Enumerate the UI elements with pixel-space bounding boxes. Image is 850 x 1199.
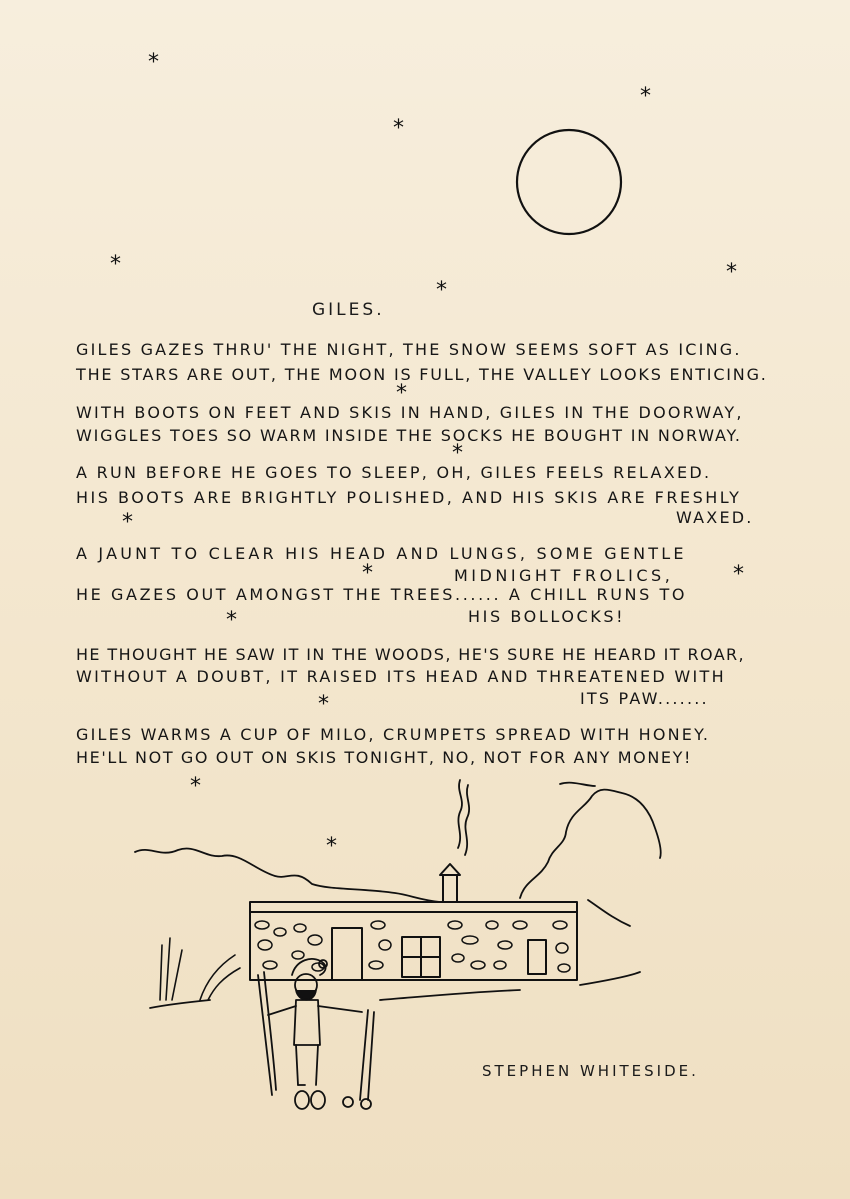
star-icon: * xyxy=(436,278,447,303)
poem-line: WIGGLES TOES SO WARM INSIDE THE SOCKS HE BOUGHT IN NORWAY. xyxy=(76,426,742,445)
star-icon: * xyxy=(452,441,463,466)
poem-line: THE STARS ARE OUT, THE MOON IS FULL, THE VALLEY LOOKS ENTICING. xyxy=(76,365,768,384)
star-icon: * xyxy=(110,252,121,277)
star-icon: * xyxy=(362,561,373,586)
poem-line: HE THOUGHT HE SAW IT IN THE WOODS, HE'S SURE HE HEARD IT ROAR, xyxy=(76,645,746,664)
star-icon: * xyxy=(733,562,744,587)
poem-line: HE GAZES OUT AMONGST THE TREES...... A CHILL RUNS TO xyxy=(76,585,688,604)
poem-line: HIS BOLLOCKS! xyxy=(468,607,626,626)
poem-line: A JAUNT TO CLEAR HIS HEAD AND LUNGS, SOME GENTLE xyxy=(76,544,687,563)
poem-line: WAXED. xyxy=(676,508,754,527)
poem-line: GILES GAZES THRU' THE NIGHT, THE SNOW SEEMS SOFT AS ICING. xyxy=(76,340,742,359)
star-icon: * xyxy=(393,116,404,141)
star-icon: * xyxy=(396,381,407,406)
star-icon: * xyxy=(326,834,337,859)
poem-line: GILES WARMS A CUP OF MILO, CRUMPETS SPREAD WITH HONEY. xyxy=(76,725,711,744)
signature: STEPHEN WHITESIDE. xyxy=(482,1062,699,1080)
star-icon: * xyxy=(318,692,329,717)
star-icon: * xyxy=(226,608,237,633)
star-icon: * xyxy=(726,260,737,285)
star-icon: * xyxy=(640,84,651,109)
smoke-drawing xyxy=(458,780,469,855)
moon-icon xyxy=(517,130,621,234)
poem-line: HIS BOOTS ARE BRIGHTLY POLISHED, AND HIS SKIS ARE FRESHLY xyxy=(76,488,742,507)
star-icon: * xyxy=(122,510,133,535)
bush-drawing xyxy=(160,938,240,1000)
poem-line: ITS PAW....... xyxy=(580,689,709,708)
poem-line: A RUN BEFORE HE GOES TO SLEEP, OH, GILES FEELS RELAXED. xyxy=(76,463,712,482)
poem-line: WITH BOOTS ON FEET AND SKIS IN HAND, GILES IN THE DOORWAY, xyxy=(76,403,744,422)
poem-line: WITHOUT A DOUBT, IT RAISED ITS HEAD AND THREATENED WITH xyxy=(76,667,726,686)
skier-icon xyxy=(258,959,374,1109)
poem-line: HE'LL NOT GO OUT ON SKIS TONIGHT, NO, NOT FOR ANY MONEY! xyxy=(76,748,692,767)
star-icon: * xyxy=(148,50,159,75)
page-title: GILES. xyxy=(312,300,385,320)
poem-line: MIDNIGHT FROLICS, xyxy=(454,566,674,585)
star-icon: * xyxy=(190,774,201,799)
